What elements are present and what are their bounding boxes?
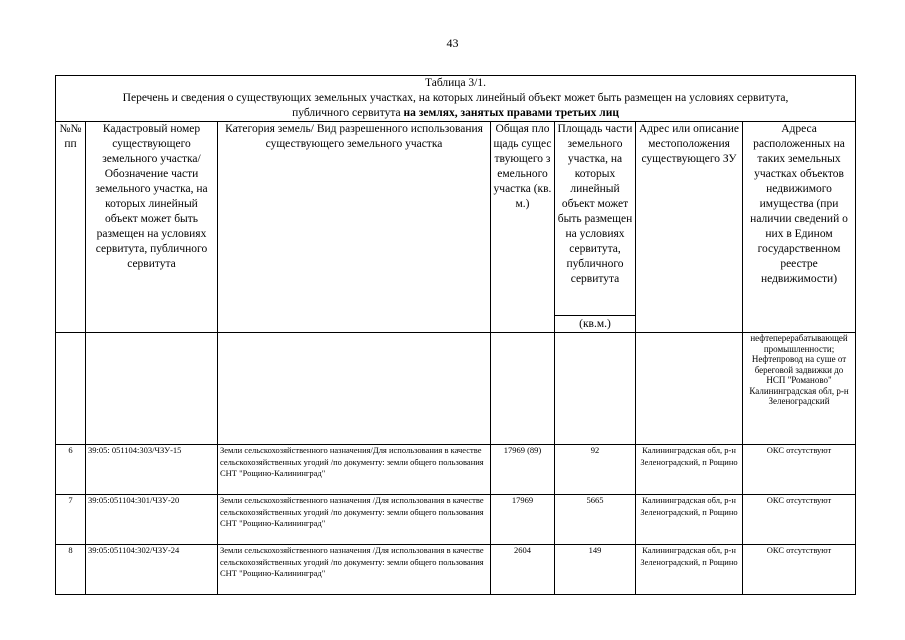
continuation-row [56, 333, 856, 445]
row-category: Земли сельскохозяйственного назначения /Для использования в качестве сельскохозяйственных угодий /по документу: земли общего пользования СНТ "Рощино-Калининград" [218, 545, 491, 595]
cont-num-cell [56, 333, 86, 445]
table-caption [56, 76, 856, 122]
row-address: Калининградская обл, р-н Зеленоградский, п Рощино [636, 445, 743, 495]
table-caption-row [56, 76, 856, 122]
header-unit: (кв.м.) [555, 316, 636, 333]
land-plots-table [55, 75, 856, 595]
cont-total-area-cell [491, 333, 555, 445]
header-objects: Адреса расположенных на таких земельных участках объектов недвижимого имущества (при наличии сведений о них в Едином государственном реестре недвижимости) [743, 122, 856, 333]
cont-objects-cell: нефтеперерабатывающей промышленности; Нефтепровод на суше от береговой задвижки до НСП "Романово" Калининградская обл, р-н Зеленоградский [743, 333, 856, 445]
row-num: 8 [56, 545, 86, 595]
table-row [56, 495, 856, 545]
header-category: Категория земель/ Вид разрешенного использования существующего земельного участка [218, 122, 491, 333]
row-part-area: 5665 [555, 495, 636, 545]
header-address: Адрес или описание местоположения существующего ЗУ [636, 122, 743, 333]
row-address: Калининградская обл, р-н Зеленоградский, п Рощино [636, 495, 743, 545]
row-num: 6 [56, 445, 86, 495]
row-total-area: 17969 (89) [491, 445, 555, 495]
row-address: Калининградская обл, р-н Зеленоградский, п Рощино [636, 545, 743, 595]
row-part-area: 92 [555, 445, 636, 495]
table-description-line2 [58, 106, 853, 121]
cont-part-area-cell [555, 333, 636, 445]
row-total-area: 17969 [491, 495, 555, 545]
row-cadastral: 39:05:051104:302/ЧЗУ-24 [86, 545, 218, 595]
table-row [56, 445, 856, 495]
row-objects: ОКС отсутствуют [743, 495, 856, 545]
cont-cadastral-cell [86, 333, 218, 445]
header-total-area: Общая площадь существующего земельного участка (кв.м.) [491, 122, 555, 333]
table-row [56, 545, 856, 595]
header-part-area: Площадь части земельного участка, на которых линейный объект может быть размещен на условиях сервитута, публичного сервитута [555, 122, 636, 316]
row-category: Земли сельскохозяйственного назначения/Для использования в качестве сельскохозяйственных угодий /по документу: земли общего пользования СНТ "Рощино-Калининград" [218, 445, 491, 495]
table-title: Таблица 3/1. [425, 77, 487, 89]
table-header-row [56, 122, 856, 316]
row-total-area: 2604 [491, 545, 555, 595]
row-category: Земли сельскохозяйственного назначения /Для использования в качестве сельскохозяйственных угодий /по документу: земли общего пользования СНТ "Рощино-Калининград" [218, 495, 491, 545]
header-num: №№ пп [56, 122, 86, 333]
table-description-normal: публичного сервитута [292, 107, 404, 119]
cont-address-cell [636, 333, 743, 445]
table-description: Перечень и сведения о существующих земельных участках, на которых линейный объект может быть размещен на условиях сервитута, [122, 92, 789, 104]
row-objects: ОКС отсутствуют [743, 545, 856, 595]
row-cadastral: 39:05:051104:301/ЧЗУ-20 [86, 495, 218, 545]
header-cadastral: Кадастровый номер существующего земельного участка/ Обозначение части земельного участка, на которых линейный объект может быть размещен на условиях сервитута, публичного сервитута [86, 122, 218, 333]
page-number: 43 [446, 36, 459, 50]
row-cadastral: 39:05: 051104:303/ЧЗУ-15 [86, 445, 218, 495]
row-num: 7 [56, 495, 86, 545]
row-objects: ОКС отсутствуют [743, 445, 856, 495]
cont-category-cell [218, 333, 491, 445]
table-description-bold: на землях, занятых правами третьих лиц [403, 107, 619, 119]
row-part-area: 149 [555, 545, 636, 595]
